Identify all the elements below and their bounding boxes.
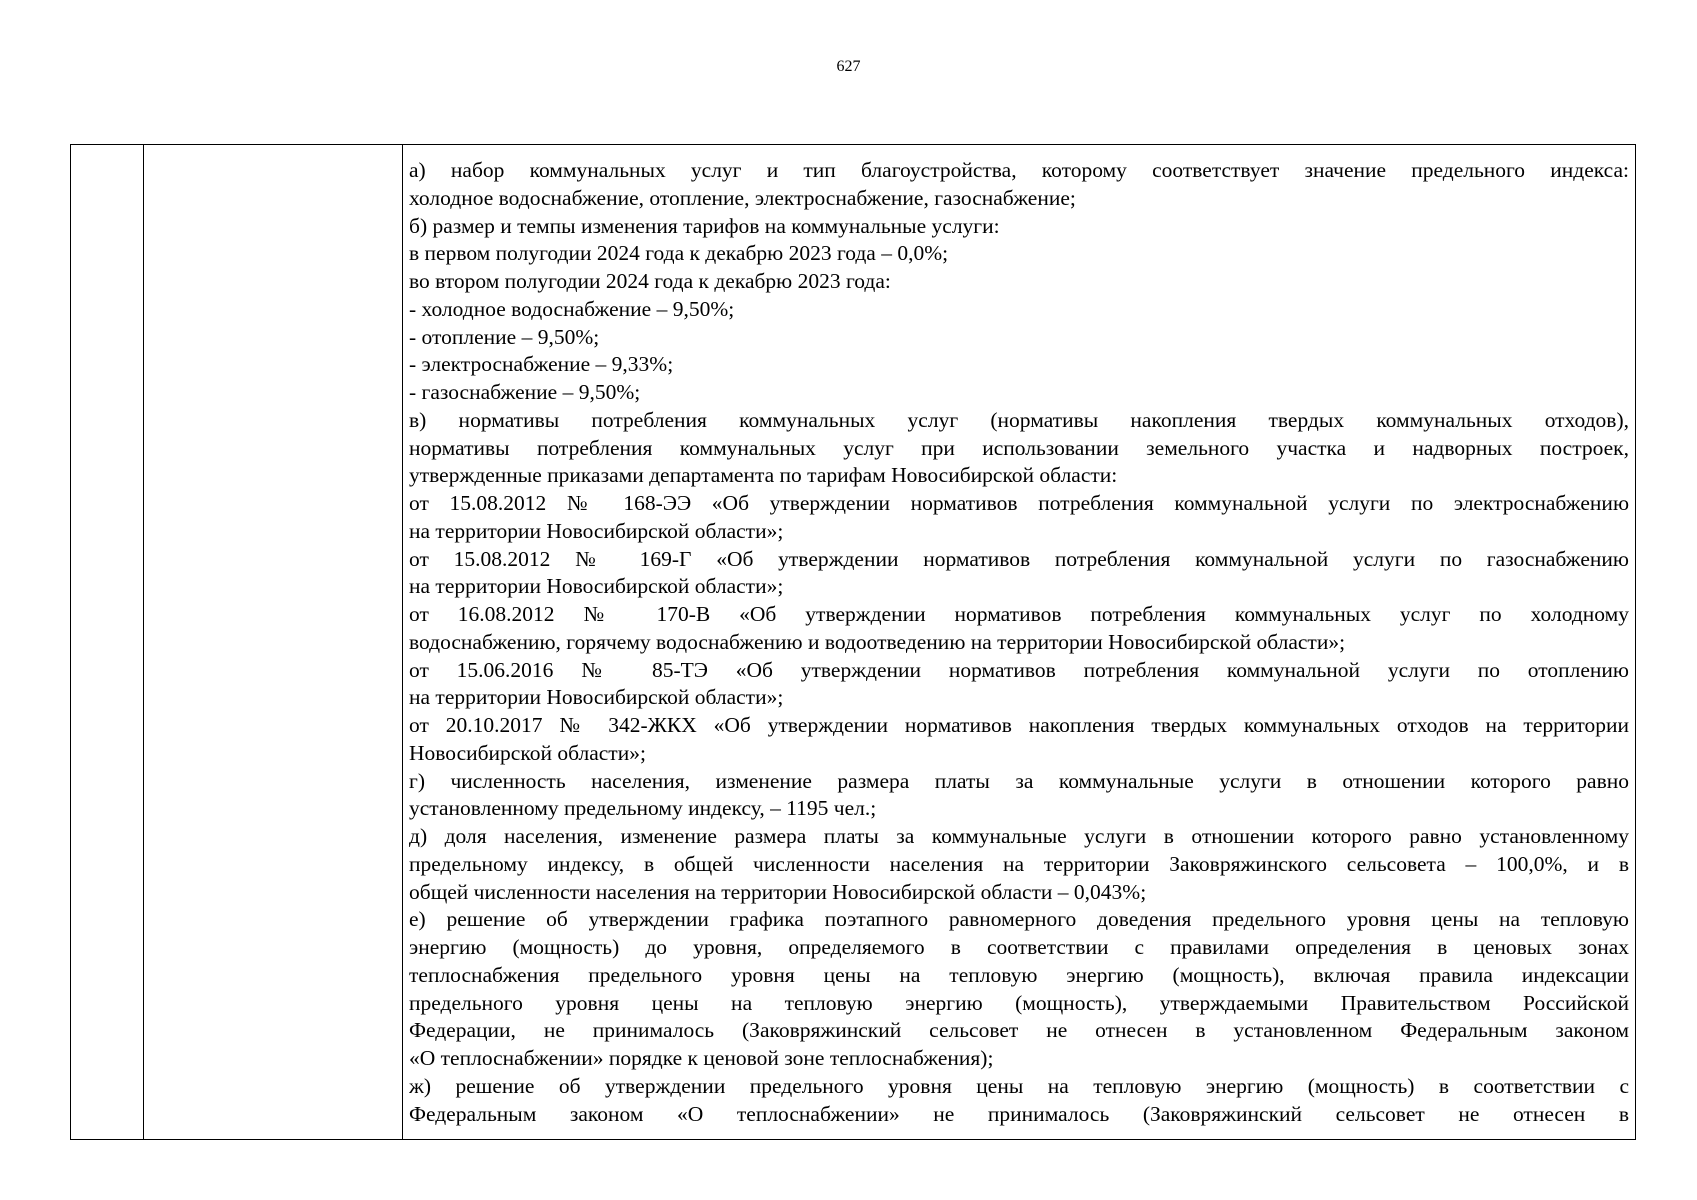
text-line: от 15.06.2016 № 85-ТЭ «Об утверждении нормативов потребления коммунальной услуги по отоплению <box>409 657 1629 682</box>
text-line: холодное водоснабжение, отопление, электроснабжение, газоснабжение; <box>409 185 1076 210</box>
empty-cell-name <box>144 145 403 1140</box>
text-line: от 15.08.2012 № 168-ЭЭ «Об утверждении нормативов потребления коммунальной услуги по электроснабжению <box>409 491 1629 515</box>
text-line: на территории Новосибирской области»; <box>409 518 784 543</box>
page-number: 627 <box>836 58 861 75</box>
content-cell <box>403 145 1636 1140</box>
text-line: энергию (мощность) до уровня, определяемого в соответствии с правилами определения в ценовых зонах <box>409 935 1629 959</box>
text-line: д) доля населения, изменение размера платы за коммунальные услуги в отношении которого равно установленному <box>409 824 1629 848</box>
text-line: на территории Новосибирской области»; <box>409 574 784 599</box>
text-line: на территории Новосибирской области»; <box>409 685 784 710</box>
text-line: Новосибирской области»; <box>409 740 646 765</box>
text-line: е) решение об утверждении графика поэтапного равномерного доведения предельного уровня цены на тепловую <box>409 907 1629 932</box>
text-line: г) численность населения, изменение размера платы за коммунальные услуги в отношении которого равно <box>409 768 1629 793</box>
document-table <box>70 144 1636 1140</box>
text-line: общей численности населения на территории Новосибирской области – 0,043%; <box>409 879 1147 904</box>
text-body <box>409 157 1629 1128</box>
text-line: от 15.08.2012 № 169-Г «Об утверждении нормативов потребления коммунальной услуги по газоснабжению <box>409 546 1629 571</box>
text-line: Федеральным законом «О теплоснабжении» не принималось (Заковряжинский сельсовет не отнесен в <box>409 1101 1629 1126</box>
text-line: - газоснабжение – 9,50%; <box>409 380 641 404</box>
text-line: - холодное водоснабжение – 9,50%; <box>409 296 735 321</box>
text-line: «О теплоснабжении» порядке к ценовой зоне теплоснабжения); <box>409 1046 994 1070</box>
text-line: водоснабжению, горячему водоснабжению и водоотведению на территории Новосибирской области»; <box>409 629 1346 654</box>
text-line: во втором полугодии 2024 года к декабрю 2023 года: <box>409 269 891 293</box>
text-line: в) нормативы потребления коммунальных услуг (нормативы накопления твердых коммунальных отходов), <box>409 407 1629 432</box>
table-row <box>71 145 1636 1140</box>
text-line: нормативы потребления коммунальных услуг при использовании земельного участка и надворных построек, <box>409 435 1629 460</box>
text-line: - отопление – 9,50%; <box>409 324 600 349</box>
text-line: от 16.08.2012 № 170-В «Об утверждении нормативов потребления коммунальных услуг по холодному <box>409 602 1629 626</box>
text-line: теплоснабжения предельного уровня цены на тепловую энергию (мощность), включая правила индексации <box>409 962 1629 987</box>
text-line: б) размер и темпы изменения тарифов на коммунальные услуги: <box>409 213 1000 238</box>
text-line: предельному индексу, в общей численности населения на территории Заковряжинского сельсовета – 100,0%, и в <box>409 851 1629 876</box>
text-line: в первом полугодии 2024 года к декабрю 2023 года – 0,0%; <box>409 241 949 266</box>
text-line: а) набор коммунальных услуг и тип благоустройства, которому соответствует значение предельного индекса: <box>409 158 1629 182</box>
text-line: предельного уровня цены на тепловую энергию (мощность), утверждаемыми Правительством Российской <box>409 990 1629 1015</box>
text-line: утвержденные приказами департамента по тарифам Новосибирской области: <box>409 463 1118 488</box>
text-line: ж) решение об утверждении предельного уровня цены на тепловую энергию (мощность) в соответствии с <box>409 1073 1629 1098</box>
text-line: от 20.10.2017 № 342-ЖКХ «Об утверждении нормативов накопления твердых коммунальных отходов на территории <box>409 713 1629 737</box>
text-line: - электроснабжение – 9,33%; <box>409 352 674 377</box>
text-line: Федерации, не принималось (Заковряжинский сельсовет не отнесен в установленном Федеральным законом <box>409 1018 1629 1043</box>
text-line: установленному предельному индексу, – 1195 чел.; <box>409 796 877 821</box>
empty-cell-number <box>71 145 144 1140</box>
